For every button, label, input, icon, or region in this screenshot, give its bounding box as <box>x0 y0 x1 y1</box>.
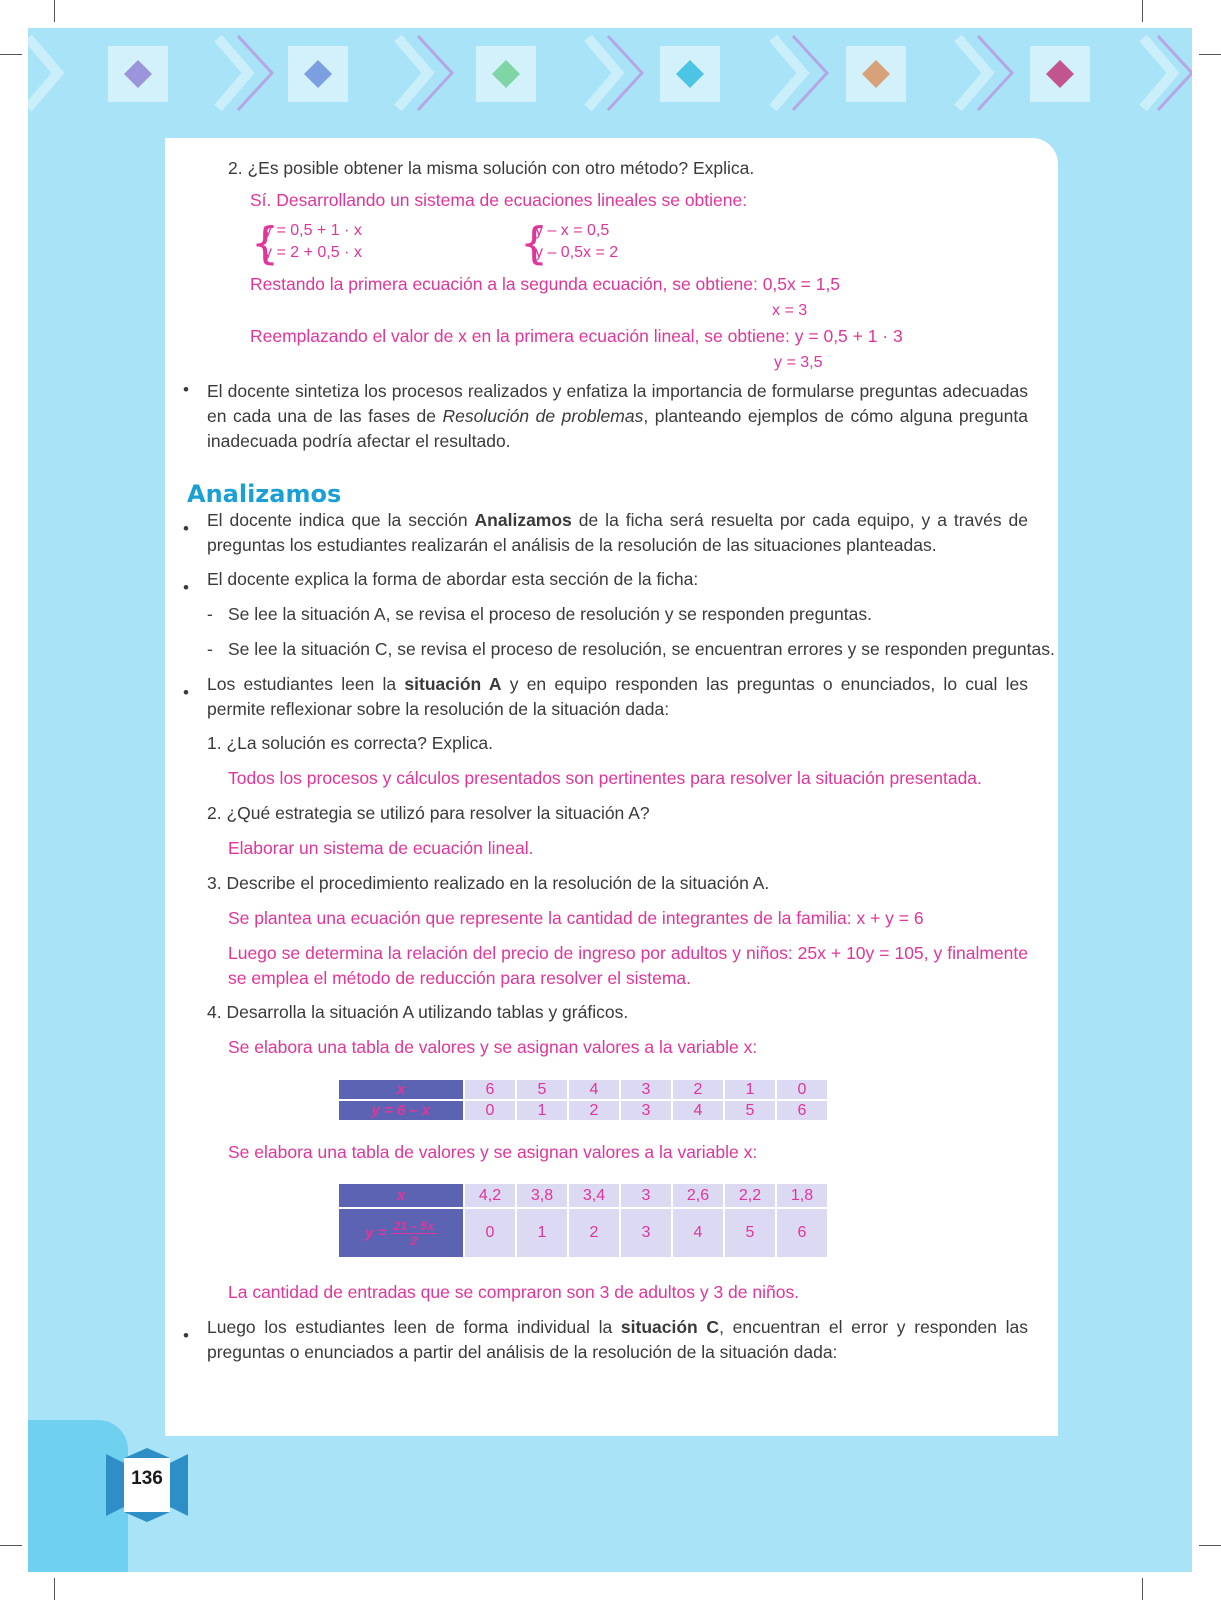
dash: - <box>207 639 213 659</box>
system1-eq2: y = 2 + 0,5 · x <box>264 244 362 261</box>
crop-mark <box>0 1545 22 1546</box>
crop-mark <box>0 54 22 55</box>
text-span: Los estudiantes leen la <box>207 674 405 694</box>
y-result: y = 3,5 <box>774 354 823 371</box>
text-span: El docente indica que la sección <box>207 510 475 530</box>
dash-item-2: Se lee la situación C, se revisa el proceso de resolución, se encuentran errores y se responden preguntas. <box>228 639 1055 659</box>
table-cell: 0 <box>465 1101 515 1120</box>
table-cell: 2,2 <box>725 1184 775 1207</box>
table-cell: 2,6 <box>673 1184 723 1207</box>
answer-3b: Luego se determina la relación del precio de ingreso por adultos y niños: 25x + 10y = 105, y finalmente se emplea el método de reducción para resolver el sistema. <box>228 943 1028 988</box>
text-span: El docente sintetiza los procesos realizados y enfatiza la importancia de formularse preguntas adecuadas en cada una de las fases de <box>207 381 1028 426</box>
table-cell: 4 <box>673 1209 723 1257</box>
bullet: • <box>183 1326 189 1345</box>
table-header-cell <box>339 1209 463 1257</box>
text-span: , encuentran el error y responden las preguntas o enunciados a partir del análisis de la resolución de la situación dada: <box>207 1317 1029 1362</box>
table-row <box>339 1080 827 1099</box>
table-cell: 1 <box>517 1101 567 1120</box>
answer-4b: Se elabora una tabla de valores y se asignan valores a la variable x: <box>228 1142 758 1162</box>
crop-mark <box>1142 1578 1143 1600</box>
analizamos-bullet-1 <box>207 508 1028 558</box>
formula-y: y = <box>365 1223 387 1241</box>
question-1: 1. ¿La solución es correcta? Explica. <box>207 733 493 753</box>
question-3: 3. Describe el procedimiento realizado en la resolución de la situación A. <box>207 873 770 893</box>
question-4: 4. Desarrolla la situación A utilizando tablas y gráficos. <box>207 1002 629 1022</box>
table-cell: 0 <box>465 1209 515 1257</box>
table-cell: 3 <box>621 1080 671 1099</box>
bold-span: situación A <box>404 674 502 694</box>
fraction-denominator: 2 <box>410 1233 418 1248</box>
page-number: 136 <box>131 1468 163 1489</box>
table-cell: 6 <box>777 1101 827 1120</box>
text-span: y en equipo responden las preguntas o enunciados, lo cual les permite reflexionar sobre la resolución de la situación dada: <box>207 674 1029 719</box>
table-cell: 4 <box>569 1080 619 1099</box>
table-cell: 2 <box>569 1101 619 1120</box>
crop-mark <box>54 0 55 22</box>
bullet: • <box>183 380 189 399</box>
table-cell: 3,4 <box>569 1184 619 1207</box>
reemplazando-line: Reemplazando el valor de x en la primera ecuación lineal, se obtiene: y = 0,5 + 1 · 3 <box>250 326 903 346</box>
table-cell: 0 <box>777 1080 827 1099</box>
table-cell: 1 <box>725 1080 775 1099</box>
analizamos-bullet-4 <box>207 1315 1028 1365</box>
table-header-cell: x <box>339 1080 463 1099</box>
table-cell: 3 <box>621 1184 671 1207</box>
table-cell: 3,8 <box>517 1184 567 1207</box>
answer-4a: Se elabora una tabla de valores y se asignan valores a la variable x: <box>228 1037 758 1057</box>
system2-eq1: y – x = 0,5 <box>535 222 610 239</box>
docente-sintetiza-paragraph <box>207 379 1028 454</box>
question-2: 2. ¿Es posible obtener la misma solución con otro método? Explica. <box>228 158 755 178</box>
table-cell: 5 <box>725 1209 775 1257</box>
brace-left-2: { <box>520 218 548 269</box>
analizamos-bullet-2: El docente explica la forma de abordar esta sección de la ficha: <box>207 569 699 589</box>
bullet: • <box>183 519 189 538</box>
answer-1: Todos los procesos y cálculos presentados son pertinentes para resolver la situación presentada. <box>228 768 982 788</box>
table-row <box>339 1184 827 1207</box>
dash: - <box>207 604 213 624</box>
values-table-2 <box>337 1182 829 1259</box>
table-cell: 5 <box>517 1080 567 1099</box>
restando-line: Restando la primera ecuación a la segunda ecuación, se obtiene: 0,5x = 1,5 <box>250 274 841 294</box>
table-header-cell: x <box>339 1184 463 1207</box>
table-row <box>339 1101 827 1120</box>
decorative-banner <box>28 28 1192 138</box>
table-cell: 2 <box>673 1080 723 1099</box>
table-cell: 4,2 <box>465 1184 515 1207</box>
table-cell: 3 <box>621 1101 671 1120</box>
table-cell: 1 <box>517 1209 567 1257</box>
brace-left-1: { <box>251 218 279 269</box>
crop-mark <box>1199 1545 1221 1546</box>
bold-span: Analizamos <box>474 510 572 530</box>
system2-eq2: y – 0,5x = 2 <box>535 244 619 261</box>
fraction <box>391 1219 437 1248</box>
system1-eq1: y = 0,5 + 1 · x <box>264 222 362 239</box>
text-span: Luego los estudiantes leen de forma individual la <box>207 1317 621 1337</box>
section-heading: Analizamos <box>187 480 342 508</box>
analizamos-bullet-3 <box>207 672 1028 722</box>
bullet: • <box>183 578 189 597</box>
text-span: , planteando ejemplos de cómo alguna pregunta inadecuada podría afectar el resultado. <box>207 406 1028 451</box>
table-cell: 3 <box>621 1209 671 1257</box>
bullet: • <box>183 683 189 702</box>
crop-mark <box>1142 0 1143 22</box>
table-cell: 6 <box>465 1080 515 1099</box>
values-table-1 <box>337 1078 829 1122</box>
dash-item-1: Se lee la situación A, se revisa el proceso de resolución y se responden preguntas. <box>228 604 872 624</box>
answer-2b: Elaborar un sistema de ecuación lineal. <box>228 838 534 858</box>
answer-2: Sí. Desarrollando un sistema de ecuaciones lineales se obtiene: <box>250 190 748 210</box>
x-result: x = 3 <box>772 302 808 319</box>
question-2b: 2. ¿Qué estrategia se utilizó para resolver la situación A? <box>207 803 650 823</box>
table-cell: 4 <box>673 1101 723 1120</box>
crop-mark <box>1199 54 1221 55</box>
fraction-numerator: 21 – 5x <box>391 1219 437 1234</box>
table-row <box>339 1209 827 1257</box>
table-cell: 1,8 <box>777 1184 827 1207</box>
table-cell: 2 <box>569 1209 619 1257</box>
table-cell: 5 <box>725 1101 775 1120</box>
table-cell: 6 <box>777 1209 827 1257</box>
bold-span: situación C <box>620 1317 720 1337</box>
conclusion: La cantidad de entradas que se compraron son 3 de adultos y 3 de niños. <box>228 1282 800 1302</box>
table-header-cell: y = 6 – x <box>339 1101 463 1120</box>
text-span: de la ficha será resuelta por cada equipo, y a través de preguntas los estudiantes realizarán el análisis de la resolución de las situaciones planteadas. <box>207 510 1028 555</box>
answer-3a: Se plantea una ecuación que represente la cantidad de integrantes de la familia: x + y = 6 <box>228 908 924 928</box>
crop-mark <box>54 1578 55 1600</box>
italic-span: Resolución de problemas <box>442 406 644 426</box>
